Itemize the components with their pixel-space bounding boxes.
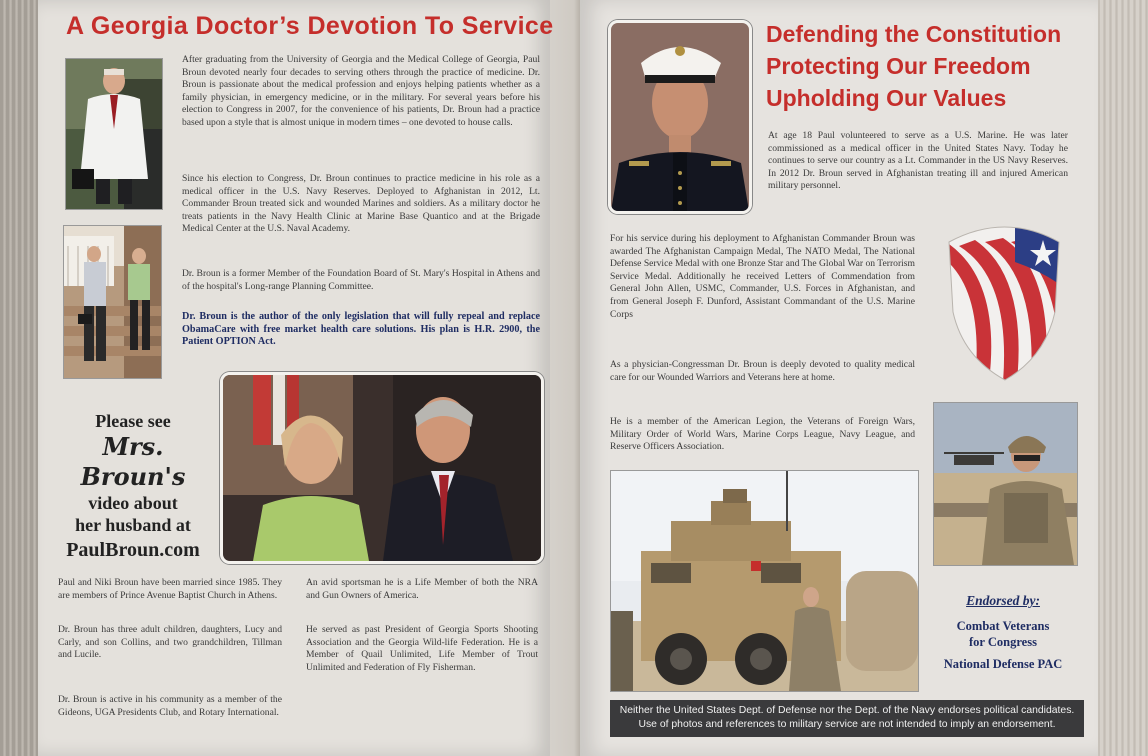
- right-paragraph-1: For his service during his deployment to Afghanistan Commander Broun was awarded The Afghanistan Campaign Medal, The NATO Medal, The National Defense Service Medal with one Bronze Star and The Global War on Terrorism Service Medal. Additionally he received Letters of Commendation from General John Allen, USMC, Commander, U.S. Forces in Afghanistan, and from General Joseph F. Dunford, Assistant Commandant of the U.S. Marine Corps: [610, 233, 915, 320]
- right-headline: [766, 18, 1061, 114]
- right-page: [580, 0, 1098, 756]
- callout-please-see: Please see: [95, 411, 171, 431]
- endorser-cvc-line1: Combat Veterans: [956, 619, 1050, 633]
- left-paragraph-1: After graduating from the University of Georgia and the Medical College of Georgia, Paul Broun devoted nearly four decades to serving others through the practice of medicine. Dr. Broun is passionate about the medical profession and enjoys helping patients whether as a family physician, in emergency medicine, or in the military. For several years before his election to Congress in 2007, for the convenience of his patients, Dr. Broun had a practice based upon a style that is almost unique in modern times – one devoted to house calls.: [182, 54, 540, 128]
- col1-paragraph-2: Dr. Broun has three adult children, daughters, Lucy and Carly, and son Collins, and two grandchildren, Tillman and Lucile.: [58, 624, 282, 661]
- disclaimer-box: [610, 700, 1084, 737]
- video-callout: [48, 410, 218, 564]
- callout-website: PaulBroun.com: [66, 539, 200, 561]
- photo-doctor-white-coat: [65, 58, 163, 210]
- endorser-ndpac: National Defense PAC: [943, 657, 1063, 671]
- headline-line-1: Defending the Constitution: [766, 21, 1062, 47]
- shield-flag-icon: [945, 222, 1063, 382]
- endorser-cvc-line2: for Congress: [969, 635, 1037, 649]
- col2-paragraph-1: An avid sportsman he is a Life Member of both the NRA and Gun Owners of America.: [306, 577, 538, 601]
- col1-paragraph-3: Dr. Broun is active in his community as a member of the Gideons, UGA Presidents Club, and Rotary International.: [58, 694, 282, 718]
- disclaimer-line-1: Neither the United States Dept. of Defense nor the Dept. of the Navy endorses political candidates.: [619, 705, 1075, 716]
- left-bold-paragraph: Dr. Broun is the author of the only legislation that will fully repeal and replace ObamaCare with free market health care solutions. His plan is H.R. 2900, the Patient OPTION Act.: [182, 311, 540, 348]
- right-paragraph-2: As a physician-Congressman Dr. Broun is deeply devoted to quality medical care for our Wounded Warriors and Veterans here at home.: [610, 359, 915, 383]
- callout-mrs-broun: Mrs. Broun's: [80, 432, 186, 491]
- photo-armored-vehicle: [610, 470, 919, 692]
- right-page-edges: [1100, 0, 1148, 756]
- left-page: [38, 0, 554, 756]
- callout-video-about: video about: [88, 493, 178, 513]
- headline-line-3: Upholding Our Values: [766, 85, 1007, 111]
- headline-line-2: Protecting Our Freedom: [766, 53, 1031, 79]
- col2-paragraph-2: He served as past President of Georgia Sports Shooting Association and the Georgia Wild-life Federation. He is a Member of Quail Unlimited, Life Member of Trout Unlimited and Federation of Fly Fisherman.: [306, 624, 538, 673]
- left-paragraph-3: Dr. Broun is a former Member of the Foundation Board of St. Mary's Hospital in Athens and of the hospital's Long-range Planning Committee.: [182, 268, 540, 292]
- left-page-edges: [0, 0, 38, 756]
- callout-her-husband: her husband at: [75, 515, 191, 535]
- col1-paragraph-1: Paul and Niki Broun have been married since 1985. They are members of Prince Avenue Baptist Church in Athens.: [58, 577, 282, 601]
- left-headline: A Georgia Doctor’s Devotion To Service: [66, 12, 554, 40]
- photo-video-still: [220, 372, 544, 564]
- disclaimer-line-2: Use of photos and references to military service are not intended to imply an endorsement.: [638, 719, 1056, 730]
- right-intro: At age 18 Paul volunteered to serve as a U.S. Marine. He was later commissioned as a medical officer in the United States Navy. Today he continues to serve our country as a Lt. Commander in the US Navy Reserves. In 2012 Dr. Broun served in Afghanistan treating ill and injured American military personnel.: [768, 130, 1068, 192]
- left-paragraph-2: Since his election to Congress, Dr. Broun continues to practice medicine in his role as a medical officer in the U.S. Navy Reserves. Deployed to Afghanistan in 2012, Lt. Commander Broun treated sick and wounded Marines and soldiers. As a military doctor he treats patients in the Navy Health Clinic at Marine Base Quantico and at the Brigade Medical Center at the U.S. Naval Academy.: [182, 173, 540, 235]
- endorsements: [918, 590, 1088, 672]
- right-paragraph-3: He is a member of the American Legion, the Veterans of Foreign Wars, Military Order of World Wars, Marine Corps League, Navy League, and Reserve Officers Association.: [610, 416, 915, 453]
- photo-soldier-afghanistan: [933, 402, 1078, 566]
- photo-house-call: [63, 225, 162, 379]
- endorsed-by-title: Endorsed by:: [966, 593, 1040, 608]
- photo-marine-portrait: [608, 20, 752, 214]
